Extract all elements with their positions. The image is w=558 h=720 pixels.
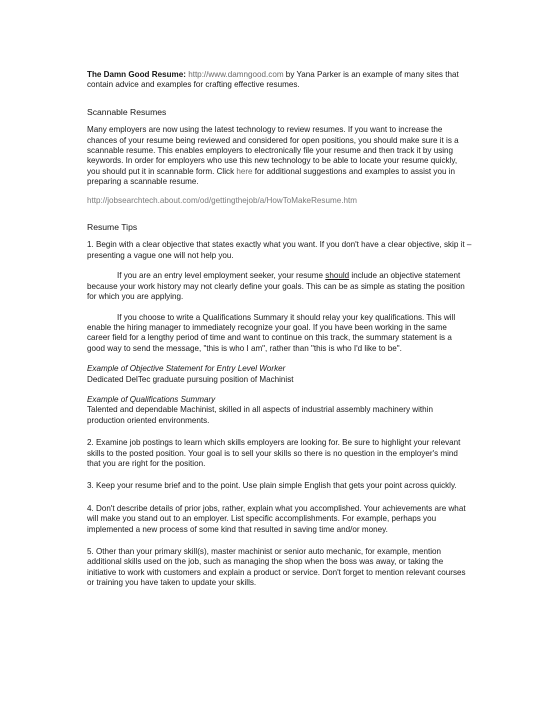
- tip-2: 2. Examine job postings to learn which skills employers are looking for. Be sure to highlight your relevant skills to the posted position. Your goal is to sell your skills so there is no question in the employer's mind that you are right for the position.: [87, 438, 461, 468]
- intro-paragraph: [87, 70, 472, 91]
- document-body: [87, 70, 472, 589]
- tip-4: 4. Don't describe details of prior jobs, rather, explain what you accomplished. Your achievements are what will make you stand out to an employer. List specific accomplishments. For example, perhaps you implemented a new process of some kind that resulted in saving time and/or money.: [87, 503, 466, 534]
- scannable-text-b: for additional suggestions and examples to assist you in preparing a scannable resume.: [87, 166, 456, 187]
- intro-title: The Damn Good Resume:: [87, 70, 186, 79]
- tip-3: 3. Keep your resume brief and to the point. Use plain simple English that gets your point across quickly.: [87, 481, 457, 491]
- resume-tips-heading: Resume Tips: [87, 222, 138, 233]
- example-qualifications-label: Example of Qualifications Summary: [87, 394, 216, 404]
- entry-text-a: If you are an entry level employment seeker, your resume: [117, 271, 326, 281]
- intro-text: by Yana Parker is an example of many sites that contain advice and examples for crafting effective resumes.: [87, 70, 459, 90]
- scannable-heading: Scannable Resumes: [87, 106, 167, 117]
- entry-underlined: should: [325, 271, 350, 281]
- example-qualifications-text: Talented and dependable Machinist, skilled in all aspects of industrial assembly machinery within production oriented environments.: [87, 405, 433, 425]
- click-here-link[interactable]: here: [236, 166, 253, 176]
- scannable-text-a: Many employers are now using the latest technology to review resumes. If you want to increase the chances of your resume being reviewed and considered for open positions, you should make sure it is a scannable resume. This enables employers to electronically file your resume and then track it by using keywords. In order for employers who use this new technology to be able to locate your resume quickly, you should put it in scannable form. Click: [87, 125, 459, 176]
- scannable-paragraph: [87, 125, 472, 187]
- example-objective-label: Example of Objective Statement for Entry Level Worker: [87, 364, 286, 374]
- scannable-url-link[interactable]: http://jobsearchtech.about.com/od/gettingthejob/a/HowToMakeResume.htm: [87, 195, 357, 205]
- entry-text-b: include an objective statement because your work history may not clearly define your goals. This can be as simple as stating the position for which you are applying.: [87, 271, 465, 302]
- damngood-link[interactable]: http://www.damngood.com: [188, 70, 284, 79]
- qualifications-paragraph: If you choose to write a Qualifications Summary it should relay your key qualifications. This will enable the hiring manager to immediately recognize your goal. If you have been working in the same career field for a lengthy period of time and want to continue on this track, the summary statement is a good way to send the message, "this is who I am", rather than "this is who I'd like to be".: [87, 312, 456, 353]
- tip-1: 1. Begin with a clear objective that states exactly what you want. If you don't have a clear objective, skip it – presenting a vague one will not help you.: [87, 240, 472, 260]
- tip-5: 5. Other than your primary skill(s), master machinist or senior auto mechanic, for example, mention additional skills used on the job, such as managing the shop when the boss was away, or taking the initiative to work with customers and explain a product or service. Don't forget to mention relevant courses or training you have taken to update your skills.: [87, 547, 466, 588]
- entry-level-paragraph: [87, 271, 472, 302]
- example-objective-text: Dedicated DelTec graduate pursuing position of Machinist: [87, 374, 294, 384]
